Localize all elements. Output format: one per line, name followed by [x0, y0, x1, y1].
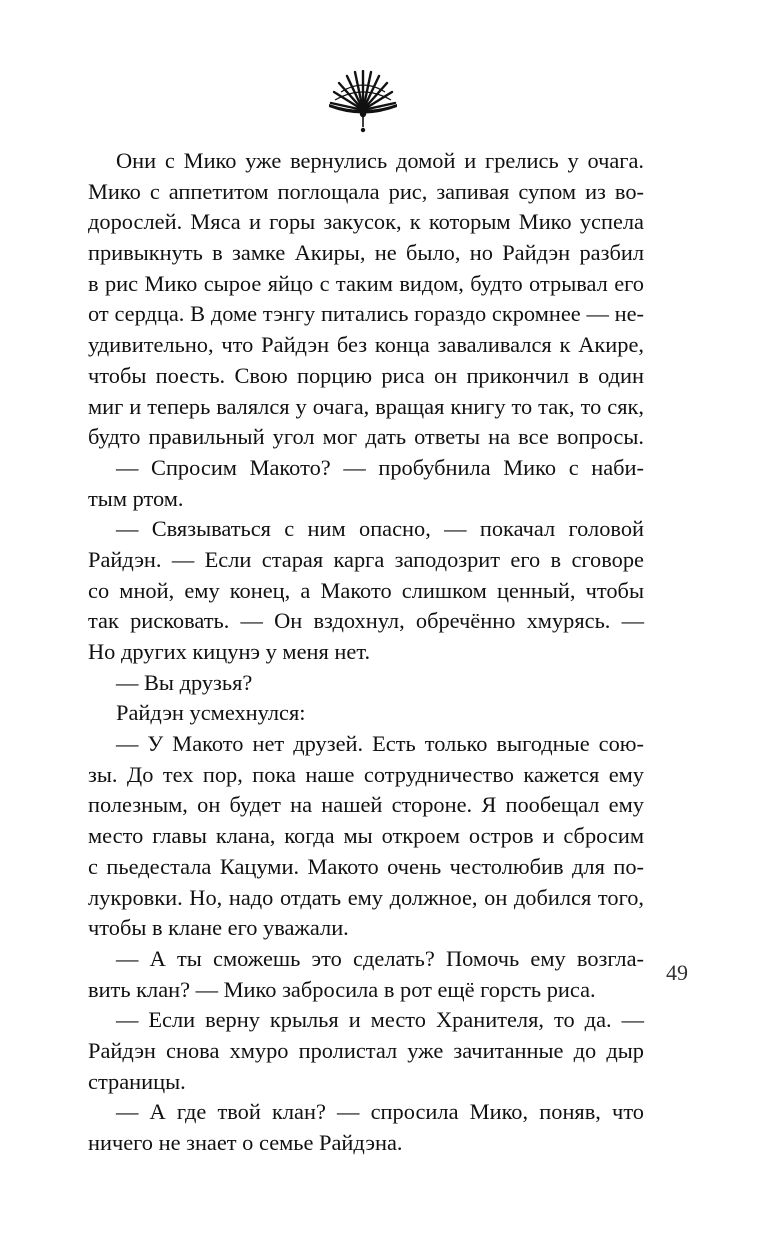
- text-line: — А где твой клан? — спросила Мико, поняв, что: [116, 1099, 644, 1125]
- text-line: — Если верну крылья и место Хранителя, то да. —: [116, 1007, 644, 1033]
- text-line: в рис Мико сырое яйцо с таким видом, будто отрывал его: [88, 270, 644, 296]
- text-line: удивительно, что Райдэн без конца заваливался к Акире,: [88, 332, 644, 358]
- text-line: страницы.: [88, 1068, 186, 1094]
- text-line: вить клан? — Мико забросила в рот ещё горсть риса.: [88, 976, 596, 1002]
- text-line: — А ты сможешь это сделать? Помочь ему возгла-: [116, 945, 644, 971]
- text-line: так рисковать. — Он вздохнул, обречённо хмурясь. —: [88, 608, 644, 634]
- text-line: Райдэн снова хмуро пролистал уже зачитанные до дыр: [88, 1037, 644, 1063]
- text-line: будто правильный угол мог дать ответы на все вопросы.: [88, 424, 644, 450]
- text-line: Райдэн усмехнулся:: [116, 700, 306, 726]
- page-number: 49: [666, 960, 688, 985]
- text-line: Райдэн. — Если старая карга заподозрит его в сговоре: [88, 546, 644, 572]
- text-line: — Спросим Макото? — пробубнила Мико с наби-: [116, 454, 644, 480]
- text-line: полезным, он будет на нашей стороне. Я пообещал ему: [88, 792, 644, 818]
- text-line: дорослей. Мяса и горы закусок, к которым Мико успела: [88, 209, 644, 235]
- text-line: — Связываться с ним опасно, — покачал головой: [116, 516, 644, 542]
- text-line: со мной, ему конец, а Макото слишком ценный, чтобы: [88, 577, 644, 603]
- text-line: от сердца. В доме тэнгу питались гораздо скромнее — не-: [88, 301, 644, 327]
- text-line: — Вы друзья?: [116, 669, 253, 695]
- text-line: лукровки. Но, надо отдать ему должное, он добился того,: [88, 884, 644, 910]
- text-line: чтобы в клане его уважали.: [88, 915, 349, 941]
- text-line: — У Макото нет друзей. Есть только выгодные сою-: [116, 731, 644, 757]
- text-line: Они с Мико уже вернулись домой и грелись у очага.: [116, 148, 644, 173]
- text-line: Но других кицунэ у меня нет.: [88, 639, 371, 664]
- text-line: тым ртом.: [88, 485, 184, 511]
- text-line: с пьедестала Кацуми. Макото очень честолюбив для по-: [88, 853, 644, 879]
- fan-ornament-icon: [327, 70, 399, 134]
- text-line: Мико с аппетитом поглощала рис, запивая супом из во-: [88, 178, 644, 204]
- text-line: чтобы поесть. Свою порцию риса он прикончил в один: [88, 362, 644, 388]
- text-line: ничего не знает о семье Райдэна.: [88, 1130, 403, 1155]
- body-text: [88, 146, 644, 1159]
- text-line: место главы клана, когда мы откроем остров и сбросим: [88, 823, 644, 849]
- text-line: привыкнуть в замке Акиры, не было, но Райдэн разбил: [88, 240, 644, 266]
- text-line: зы. До тех пор, пока наше сотрудничество кажется ему: [88, 761, 644, 787]
- text-line: миг и теперь валялся у очага, вращая книгу то так, то сяк,: [88, 393, 644, 419]
